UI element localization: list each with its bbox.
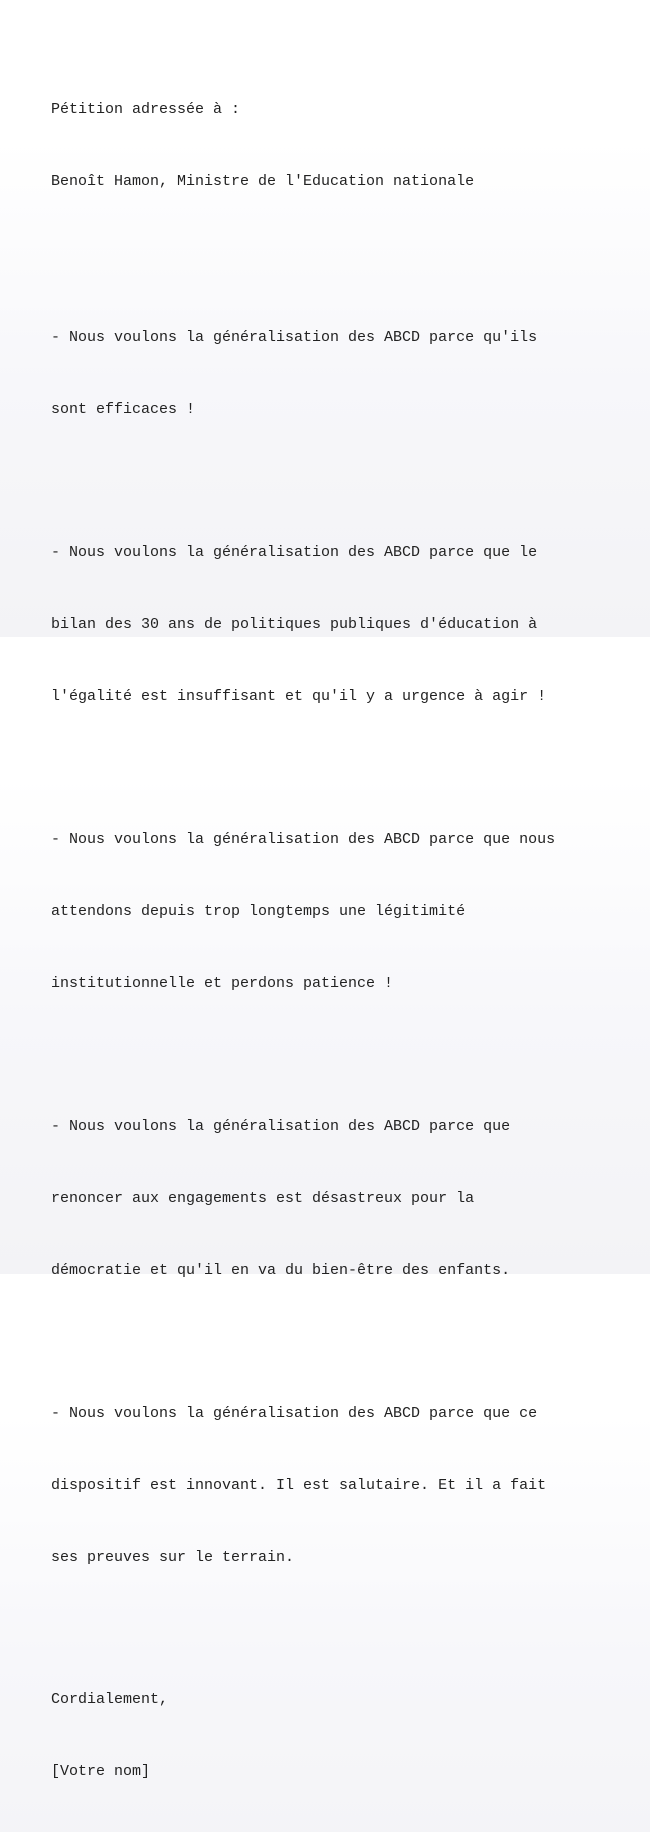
closing-salutation: Cordialement, xyxy=(51,1691,169,1708)
letter-closing xyxy=(51,1640,631,1832)
letter-header xyxy=(51,50,631,242)
paragraph-line: l'égalité est insuffisant et qu'il y a urgence à agir ! xyxy=(51,688,547,705)
recipient-name: Benoît Hamon, Ministre de l'Education nationale xyxy=(51,173,475,190)
paragraph-line: dispositif est innovant. Il est salutaire. Et il a fait xyxy=(51,1477,547,1494)
paragraph-line: - Nous voulons la généralisation des ABCD parce que xyxy=(51,1118,511,1135)
paragraph-line: - Nous voulons la généralisation des ABCD parce que ce xyxy=(51,1405,538,1422)
paragraph-line: attendons depuis trop longtemps une légitimité xyxy=(51,903,466,920)
recipient-intro: Pétition adressée à : xyxy=(51,101,241,118)
paragraph-line: démocratie et qu'il en va du bien-être des enfants. xyxy=(51,1262,511,1279)
paragraph-2 xyxy=(51,493,631,757)
paragraph-line: sont efficaces ! xyxy=(51,401,196,418)
paragraph-line: bilan des 30 ans de politiques publiques d'éducation à xyxy=(51,616,538,633)
paragraph-line: ses preuves sur le terrain. xyxy=(51,1549,295,1566)
paragraph-3 xyxy=(51,780,631,1044)
paragraph-line: - Nous voulons la généralisation des ABCD parce que le xyxy=(51,544,538,561)
petition-letter xyxy=(51,50,631,1832)
signature-placeholder: [Votre nom] xyxy=(51,1763,151,1780)
paragraph-line: renoncer aux engagements est désastreux pour la xyxy=(51,1190,475,1207)
paragraph-line: institutionnelle et perdons patience ! xyxy=(51,975,394,992)
paragraph-line: - Nous voulons la généralisation des ABCD parce que nous xyxy=(51,831,556,848)
paragraph-5 xyxy=(51,1354,631,1618)
paragraph-4 xyxy=(51,1067,631,1331)
paragraph-line: - Nous voulons la généralisation des ABCD parce qu'ils xyxy=(51,329,538,346)
paragraph-1 xyxy=(51,278,631,470)
